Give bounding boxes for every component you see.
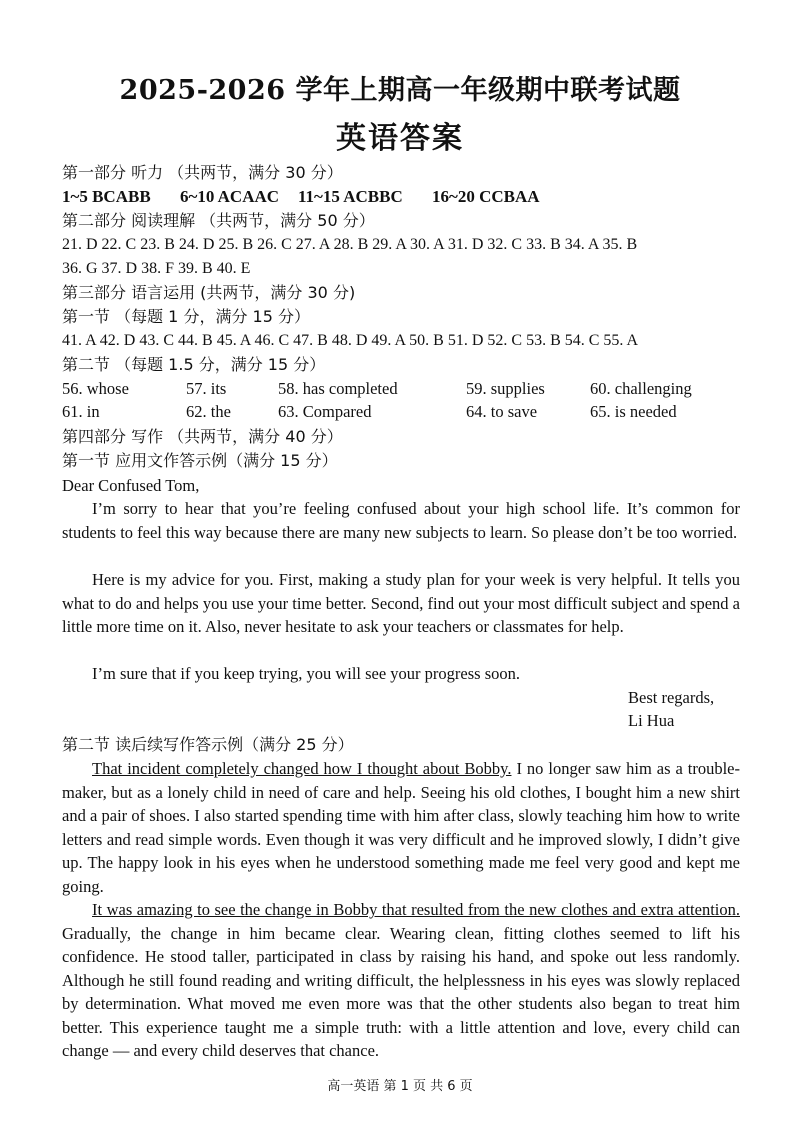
part4-heading: 第四部分 写作 （共两节，满分 40 分）	[62, 427, 343, 446]
letter-paragraph: I’m sorry to hear that you’re feeling confused about your high school life. It’s common for students to feel this way because there are many new subjects to learn. So please don’t be too worried.	[62, 499, 740, 542]
letter-signature: Li Hua	[628, 711, 675, 730]
part1-answer: 6~10 ACAAC	[180, 187, 280, 206]
answer-cell: 58. has completed	[278, 379, 398, 398]
page-title: 2025-2026 学年上期高一年级期中联考试题	[119, 75, 681, 106]
part3-section2-heading: 第二节 （每题 1.5 分，满分 15 分）	[62, 355, 326, 374]
answer-cell: 61. in	[62, 402, 100, 421]
answer-cell: 60. challenging	[590, 379, 692, 398]
part3-section1-answers: 41. A 42. D 43. C 44. B 45. A 46. C 47. B 48. D 49. A 50. B 51. D 52. C 53. B 54. C 55. A	[62, 332, 639, 349]
part1-answer: 11~15 ACBBC	[298, 187, 403, 206]
letter-closing: Best regards,	[628, 688, 715, 707]
paragraph-lead-sentence: That incident completely changed how I thought about Bobby.	[92, 759, 512, 778]
part4-section2-heading: 第二节 读后续写作答示例（满分 25 分）	[62, 735, 354, 754]
part1-heading: 第一部分 听力 （共两节，满分 30 分）	[62, 163, 343, 182]
answer-cell: 59. supplies	[466, 379, 545, 398]
answer-cell: 65. is needed	[590, 402, 677, 421]
part2-answers-line2: 36. G 37. D 38. F 39. B 40. E	[62, 260, 251, 277]
continuation-paragraph-2	[62, 898, 740, 1063]
continuation-paragraph-1	[62, 757, 740, 898]
answer-cell: 63. Compared	[278, 402, 372, 421]
part1-answer: 1~5 BCABB	[62, 187, 151, 206]
letter-greeting: Dear Confused Tom,	[62, 476, 200, 495]
letter-paragraph: Here is my advice for you. First, making a study plan for your week is very helpful. It tells you what to do and helps you use your time better. Second, find out your most difficult subject and spend a little more time on it. Also, never hesitate to ask your teachers or classmates for help.	[62, 570, 740, 636]
part4-section1-heading: 第一节 应用文作答示例（满分 15 分）	[62, 451, 338, 470]
paragraph-body: I no longer saw him as a trouble-maker, but as a lonely child in need of care and help. Seeing his old clothes, I bought him a new shirt and a pair of shoes. I also started spending time with him after class, slowly teaching him how to write letters and read simple words. Even though it was very difficult and he improved slowly, I didn’t give up. The happy look in his eyes when he understood something made me feel very good and kept me going.	[62, 759, 740, 896]
part2-answers-line1: 21. D 22. C 23. B 24. D 25. B 26. C 27. A 28. B 29. A 30. A 31. D 32. C 33. B 34. A 35. B	[62, 236, 638, 253]
answer-cell: 57. its	[186, 379, 227, 398]
part3-section1-heading: 第一节 （每题 1 分，满分 15 分）	[62, 307, 310, 326]
paragraph-body: Gradually, the change in him became clear. Wearing clean, fitting clothes seemed to lift his confidence. He stood taller, participated in class by raising his hand, and spoke out less randomly. Although he still found reading and writing difficult, the helplessness in his eyes was slowly replaced by determination. What moved me even more was that the other students also began to treat him better. This experience taught me a simple truth: with a little attention and love, every child can change — and every child deserves that chance.	[62, 923, 740, 1060]
paragraph-lead-sentence: It was amazing to see the change in Bobby that resulted from the new clothes and extra attention.	[92, 900, 740, 919]
part3-heading: 第三部分 语言运用 (共两节，满分 30 分)	[62, 283, 356, 302]
answer-cell: 64. to save	[466, 402, 538, 421]
letter-paragraph: I’m sure that if you keep trying, you will see your progress soon.	[92, 664, 521, 683]
page-subtitle: 英语答案	[336, 121, 464, 156]
part1-answer: 16~20 CCBAA	[432, 187, 540, 206]
answer-cell: 62. the	[186, 402, 231, 421]
part2-heading: 第二部分 阅读理解 （共两节，满分 50 分）	[62, 211, 375, 230]
answer-cell: 56. whose	[62, 379, 129, 398]
page-footer: 高一英语 第 1 页 共 6 页	[327, 1079, 473, 1094]
